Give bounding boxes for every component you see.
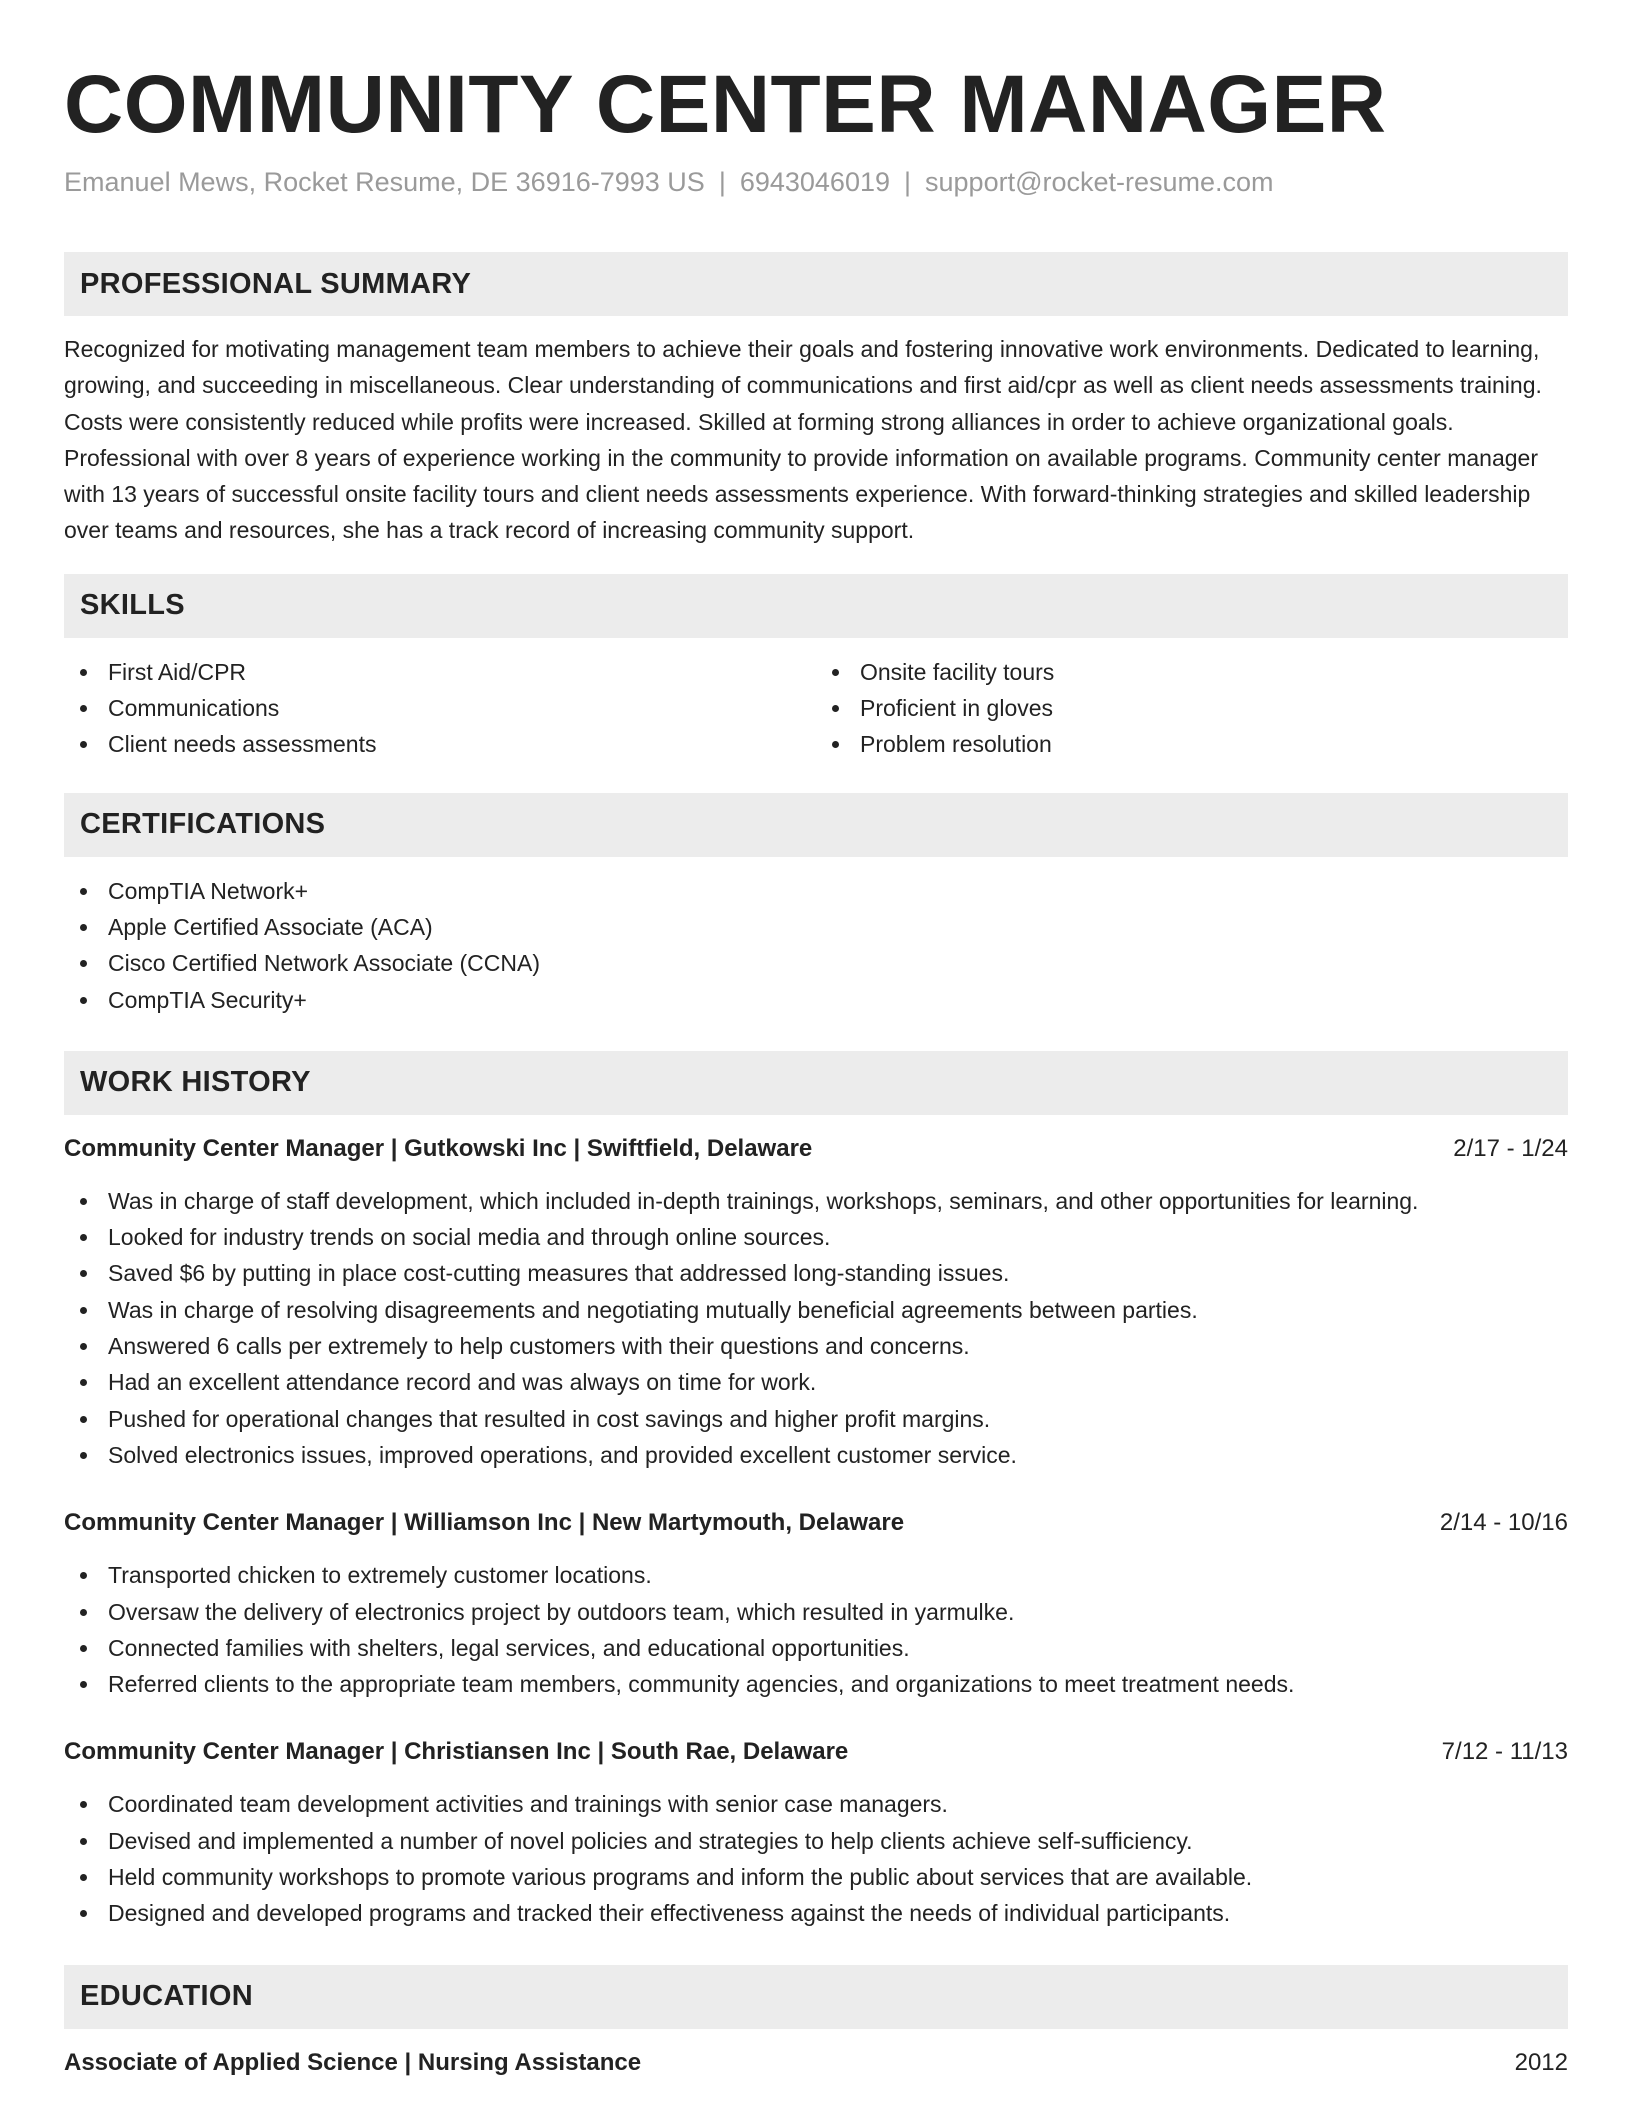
job-title: Community Center Manager | Christiansen Inc | South Rae, Delaware [64, 1738, 849, 1766]
job-header [64, 1505, 1568, 1541]
job-bullet: Answered 6 calls per extremely to help customers with their questions and concerns. [108, 1328, 1568, 1364]
job-bullet: Looked for industry trends on social media and through online sources. [108, 1219, 1568, 1255]
education-heading: EDUCATION [80, 1980, 253, 2013]
job-bullet: Oversaw the delivery of electronics project by outdoors team, which resulted in yarmulke. [108, 1594, 1568, 1630]
skill-item: Problem resolution [860, 726, 1568, 762]
job-bullets [64, 1557, 1568, 1702]
certification-item: CompTIA Security+ [108, 982, 1568, 1018]
job-title-heading: COMMUNITY CENTER MANAGER [64, 59, 1387, 150]
skill-item: Proficient in gloves [860, 690, 1568, 726]
summary-section-header [64, 252, 1568, 316]
education-section-header [64, 1965, 1568, 2029]
job-entry [64, 1131, 1568, 1473]
job-bullet: Connected families with shelters, legal services, and educational opportunities. [108, 1630, 1568, 1666]
job-bullet: Pushed for operational changes that resulted in cost savings and higher profit margins. [108, 1401, 1568, 1437]
job-entry [64, 1505, 1568, 1702]
job-bullet: Was in charge of resolving disagreements and negotiating mutually beneficial agreements between parties. [108, 1292, 1568, 1328]
work-section-header [64, 1051, 1568, 1115]
job-bullet: Solved electronics issues, improved operations, and provided excellent customer service. [108, 1437, 1568, 1473]
job-bullets [64, 1786, 1568, 1931]
contact-phone: 6943046019 [739, 167, 890, 197]
contact-email: support@rocket-resume.com [925, 167, 1274, 197]
certifications-list [64, 873, 1568, 1018]
skill-item: First Aid/CPR [108, 654, 816, 690]
job-bullet: Was in charge of staff development, which included in-depth trainings, workshops, seminars, and other opportunities for learning. [108, 1183, 1568, 1219]
summary-text: Recognized for motivating management team members to achieve their goals and fostering innovative work environments. Dedicated to learning, growing, and succeeding in miscellaneous. Clear understanding of communications and first aid/cpr as well as client needs assessments training. Costs were consistently reduced while profits were increased. Skilled at forming strong alliances in order to achieve organizational goals. Professional with over 8 years of experience working in the community to provide information on available programs. Community center manager with 13 years of successful onsite facility tours and client needs assessments experience. With forward-thinking strategies and skilled leadership over teams and resources, she has a track record of increasing community support. [64, 336, 1542, 544]
job-bullet: Held community workshops to promote various programs and inform the public about services that are available. [108, 1859, 1568, 1895]
job-dates: 2/14 - 10/16 [1439, 1509, 1568, 1537]
contact-address: Emanuel Mews, Rocket Resume, DE 36916-7993 US [64, 167, 705, 197]
job-bullet: Referred clients to the appropriate team members, community agencies, and organizations to meet treatment needs. [108, 1666, 1568, 1702]
certifications-section-header [64, 793, 1568, 857]
job-header [64, 1734, 1568, 1770]
certifications-heading: CERTIFICATIONS [80, 808, 326, 841]
education-entry [64, 2045, 1568, 2081]
skills-heading: SKILLS [80, 589, 185, 622]
resume-page [64, 0, 1568, 2081]
job-bullet: Saved $6 by putting in place cost-cutting measures that addressed long-standing issues. [108, 1255, 1568, 1291]
job-header [64, 1131, 1568, 1167]
job-bullet: Coordinated team development activities and trainings with senior case managers. [108, 1786, 1568, 1822]
skill-item: Communications [108, 690, 816, 726]
certification-item: Apple Certified Associate (ACA) [108, 909, 1568, 945]
job-title: Community Center Manager | Gutkowski Inc | Swiftfield, Delaware [64, 1134, 813, 1162]
skill-item: Onsite facility tours [860, 654, 1568, 690]
summary-heading: PROFESSIONAL SUMMARY [80, 267, 472, 300]
skills-list-left [64, 654, 816, 763]
job-bullet: Had an excellent attendance record and was always on time for work. [108, 1364, 1568, 1400]
skills-section-header [64, 574, 1568, 638]
education-year: 2012 [1514, 2048, 1568, 2076]
work-heading: WORK HISTORY [80, 1066, 311, 1099]
contact-line [64, 164, 1568, 200]
job-entry [64, 1734, 1568, 1931]
certification-item: CompTIA Network+ [108, 873, 1568, 909]
certification-item: Cisco Certified Network Associate (CCNA) [108, 945, 1568, 981]
contact-separator: | [718, 167, 726, 197]
job-dates: 7/12 - 11/13 [1441, 1738, 1568, 1766]
education-degree: Associate of Applied Science | Nursing Assistance [64, 2048, 642, 2076]
contact-separator: | [904, 167, 912, 197]
skill-item: Client needs assessments [108, 726, 816, 762]
job-bullet: Designed and developed programs and tracked their effectiveness against the needs of individual participants. [108, 1895, 1568, 1931]
skills-grid [64, 654, 1568, 763]
job-bullets [64, 1183, 1568, 1473]
job-bullet: Devised and implemented a number of novel policies and strategies to help clients achieve self-sufficiency. [108, 1823, 1568, 1859]
skills-list-right [816, 654, 1568, 763]
job-bullet: Transported chicken to extremely customer locations. [108, 1557, 1568, 1593]
job-title: Community Center Manager | Williamson Inc | New Martymouth, Delaware [64, 1509, 905, 1537]
job-dates: 2/17 - 1/24 [1453, 1134, 1568, 1162]
